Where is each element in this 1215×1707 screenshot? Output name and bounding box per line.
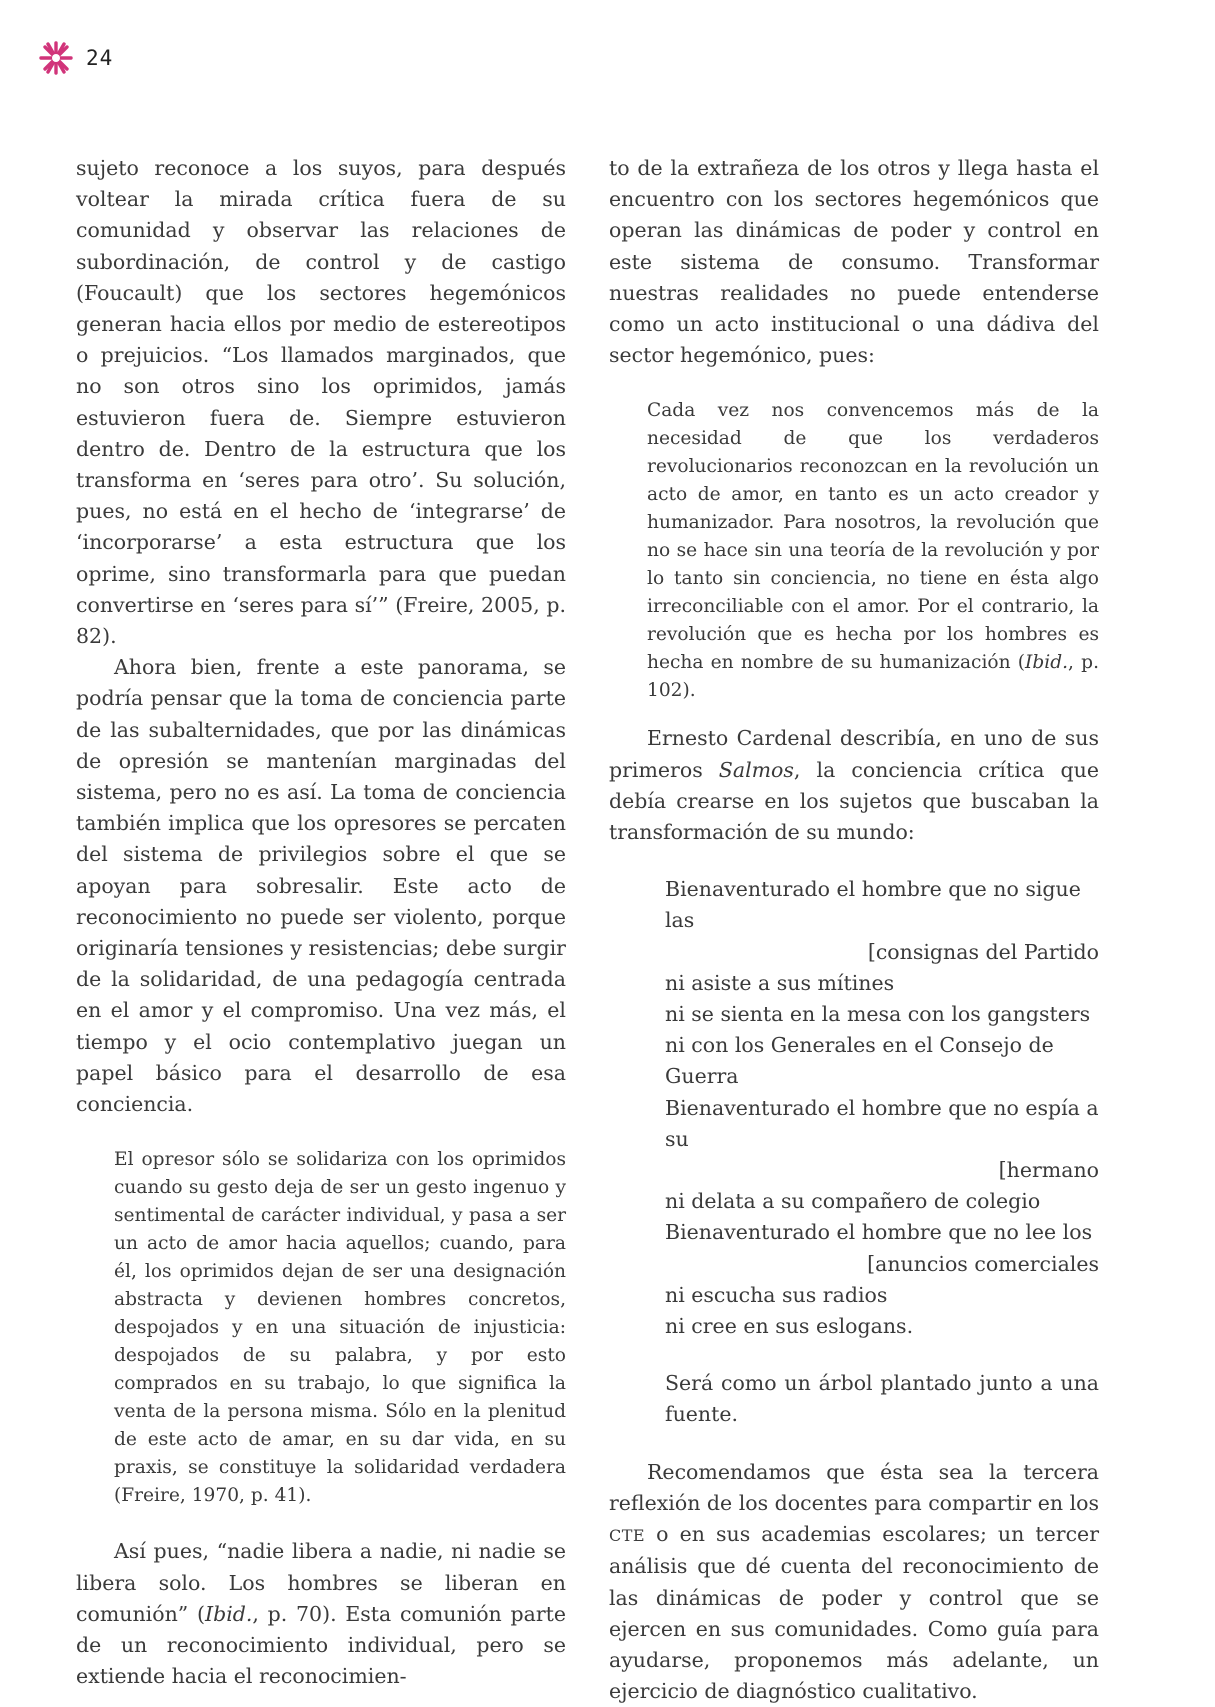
paragraph: Recomendamos que ésta sea la tercera reflexión de los docentes para compartir en los CTE o en sus academias escolares; un tercer análisis que dé cuenta del reconocimiento de las dinámicas de poder y control que se ejercen en sus comunidades. Como guía para ayudarse, proponemos más adelante, un ejercicio de diagnóstico cualitativo. — [609, 1459, 1099, 1704]
poem-line-continuation: [hermano — [998, 1158, 1099, 1183]
left-column — [76, 153, 566, 1692]
page-header — [38, 40, 113, 76]
quote-text: Cada vez nos convencemos más de la necesidad de que los verdaderos revolucionarios reconozcan en la revolución un acto de amor, en tanto es un acto creador y humanizador. Para nosotros, la revolución que no se hace sin una teoría de la revolución y por lo tanto sin conciencia, no tiene en ésta algo irreconciliable con el amor. Por el contrario, la revolución que es hecha por los hombres es hecha en nombre de su humanización (Ibid., p. 102). — [647, 400, 1099, 702]
italic-ibid: Ibid. — [204, 1601, 253, 1626]
block-quote — [609, 397, 1099, 705]
poem-line: ni se sienta en la mesa con los gangsters — [665, 1002, 1091, 1027]
poem-line: Bienaventurado el hombre que no lee los — [665, 1220, 1093, 1245]
poem-line: ni escucha sus radios — [665, 1282, 888, 1307]
quote-text: El opresor sólo se solidariza con los oprimidos cuando su gesto deja de ser un gesto ingenuo y sentimental de carácter individual, y pasa a ser un acto de amor hacia aquellos; cuando, para él, los oprimidos dejan de ser una designación abstracta y devienen hombres concretos, despojados y en una situación de injusticia: despojados de su palabra, y por esto comprados en su trabajo, lo que significa la venta de la persona misma. Sólo en la plenitud de este acto de amar, en su dar vida, en su praxis, se constituye la solidaridad verdadera (Freire, 1970, p. 41). — [114, 1149, 566, 1507]
poem-line: ni con los Generales en el Consejo de Guerra — [665, 1033, 1054, 1089]
paragraph: Ahora bien, frente a este panorama, se podría pensar que la toma de conciencia parte de las subalternidades, que por las dinámicas de opresión se mantenían marginadas del sistema, pero no es así. La toma de conciencia también implica que los opresores se percaten del sistema de privilegios sobre el que se apoyan para sobresalir. Este acto de reconocimiento no puede ser violento, porque originaría tensiones y resistencias; debe surgir de la solidaridad, de una pedagogía centrada en el amor y el compromiso. Una vez más, el tiempo y el ocio contemplativo juegan un papel básico para el desarrollo de esa conciencia. — [76, 655, 566, 1117]
poem-line-continuation: [consignas del Partido — [867, 939, 1099, 964]
asterisk-flower-icon — [38, 40, 74, 76]
acronym: CTE — [609, 1526, 646, 1546]
poem-line: Bienaventurado el hombre que no espía a su — [665, 1095, 1099, 1151]
poem-line: Bienaventurado el hombre que no sigue las — [665, 877, 1081, 933]
poem-line: ni asiste a sus mítines — [665, 970, 895, 995]
right-column — [609, 153, 1099, 1707]
poem-stanza: Será como un árbol plantado junto a una fuente. — [665, 1371, 1099, 1427]
paragraph: to de la extrañeza de los otros y llega hasta el encuentro con los sectores hegemónicos que operan las dinámicas de poder y control en este sistema de consumo. Transformar nuestras realidades no puede entenderse como un acto institucional o una dádiva del sector hegemónico, pues: — [609, 156, 1099, 368]
paragraph: Ernesto Cardenal describía, en uno de sus primeros Salmos, la conciencia crítica que debía crearse en los sujetos que buscaban la transformación de su mundo: — [609, 726, 1099, 845]
paragraph: sujeto reconoce a los suyos, para después voltear la mirada crítica fuera de su comunidad y observar las relaciones de subordinación, de control y de castigo (Foucault) que los sectores hegemónicos generan hacia ellos por medio de estereotipos o prejuicios. “Los llamados marginados, que no son otros sino los oprimidos, jamás estuvieron fuera de. Siempre estuvieron dentro de. Dentro de la estructura que los transforma en ‘seres para otro’. Su solución, pues, no está en el hecho de ‘integrarse’ de ‘incorporarse’ a esta estructura que los oprime, sino transformarla para que puedan convertirse en ‘seres para sí’” (Freire, 2005, p. 82). — [76, 156, 566, 649]
poem-line-continuation: [anuncios comerciales — [867, 1251, 1099, 1276]
poem-line: ni cree en sus eslogans. — [665, 1314, 914, 1339]
poem-line: ni delata a su compañero de colegio — [665, 1189, 1041, 1214]
page-number: 24 — [86, 46, 114, 70]
italic-title: Salmos — [718, 757, 794, 782]
paragraph: Así pues, “nadie libera a nadie, ni nadie se libera solo. Los hombres se liberan en comunión” (Ibid., p. 70). Esta comunión parte de un reconocimiento individual, pero se extiende hacia el reconocimien- — [76, 1539, 567, 1689]
poem — [609, 874, 1099, 1430]
italic-ibid: Ibid. — [1025, 652, 1069, 674]
block-quote — [76, 1146, 566, 1510]
